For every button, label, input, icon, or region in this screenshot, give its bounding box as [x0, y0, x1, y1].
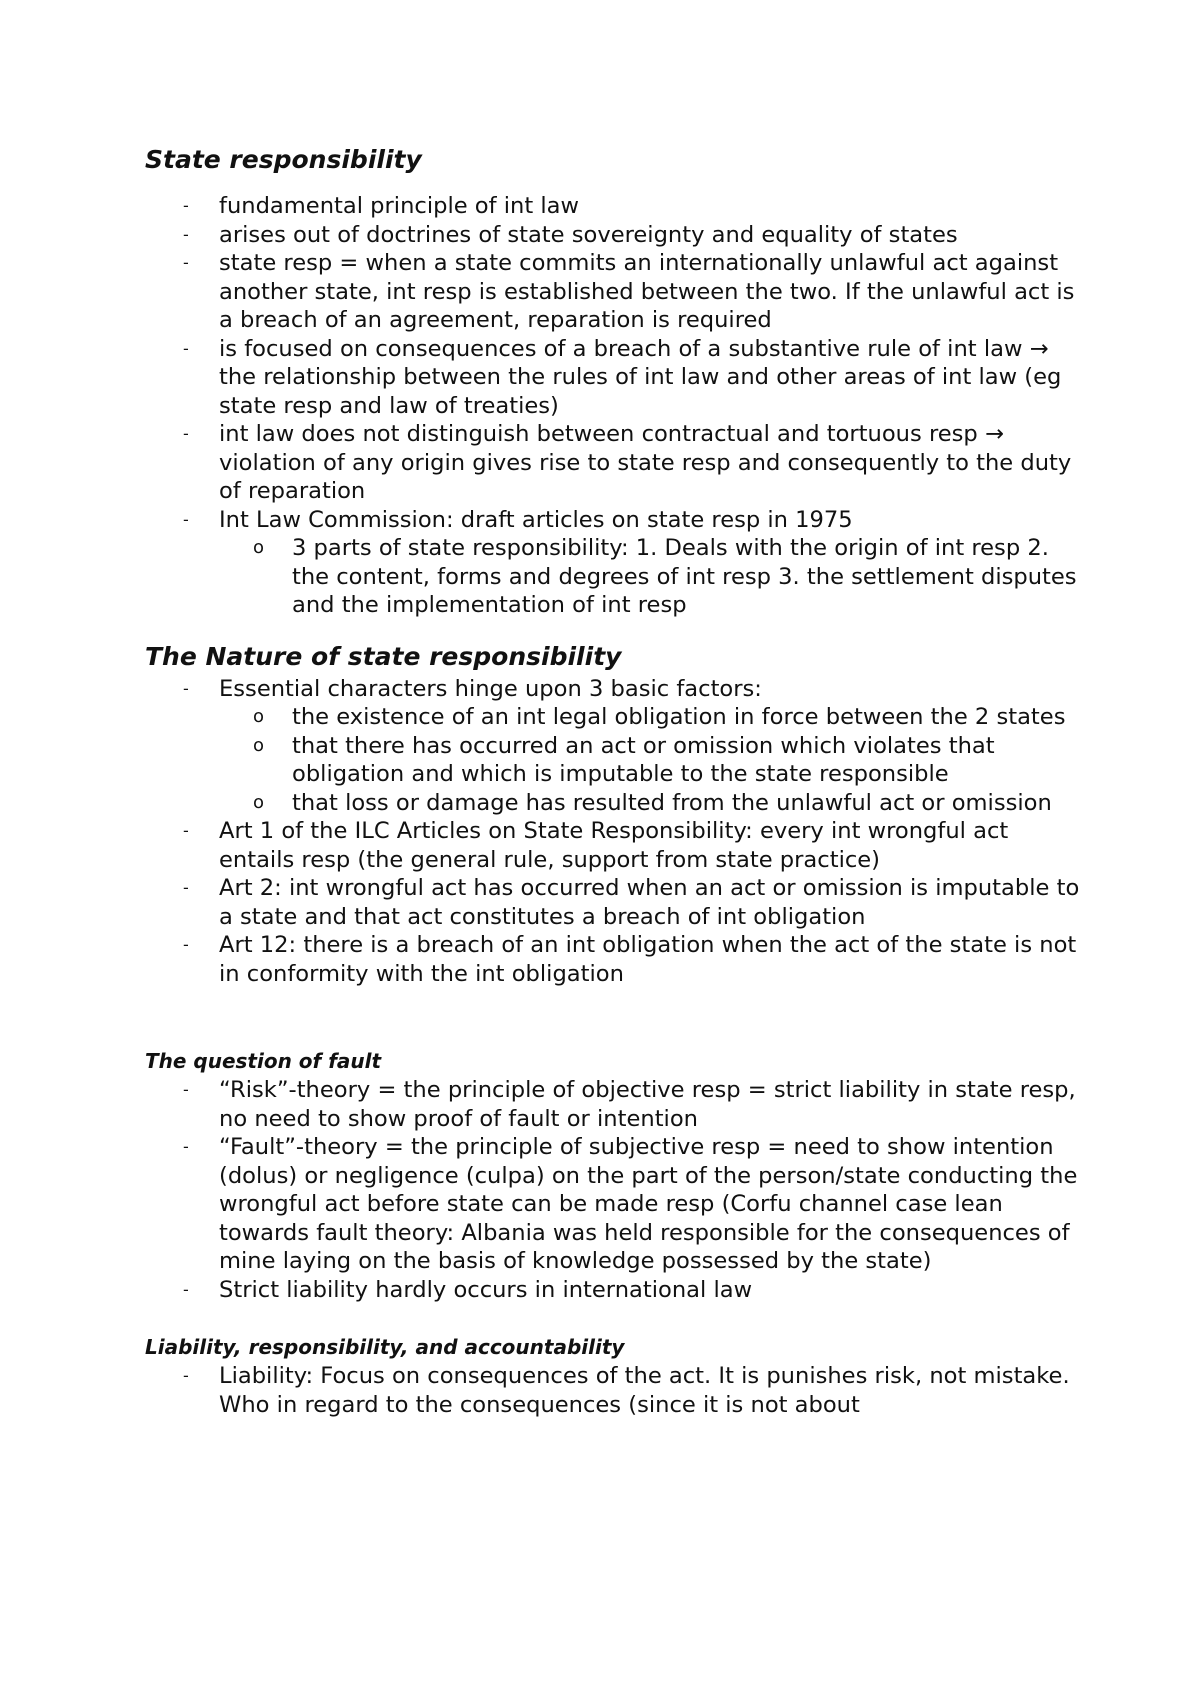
list-item — [145, 1276, 1085, 1305]
list-item-text: Art 1 of the ILC Articles on State Responsibility: every int wrongful act entails resp (the general rule, support from state practice) — [219, 818, 1009, 873]
list-item-text: state resp = when a state commits an internationally unlawful act against another state, int resp is established between the two. If the unlawful act is a breach of an agreement, reparation is required — [219, 250, 1075, 333]
circle-bullet: o — [253, 537, 265, 558]
sub-list-item-text: that there has occurred an act or omission which violates that obligation and which is imputable to the state responsible — [292, 732, 995, 787]
section-heading: The Nature of state responsibility — [145, 641, 622, 671]
sub-list-item — [145, 534, 1085, 620]
dash-bullet: - — [183, 678, 189, 698]
list-item — [145, 1133, 1085, 1276]
dash-bullet: - — [183, 1080, 189, 1099]
sub-list-item — [145, 789, 1085, 818]
list-item-text: arises out of doctrines of state sovereignty and equality of states — [219, 221, 958, 248]
list-item-text: Liability: Focus on consequences of the act. It is punishes risk, not mistake. Who in regard to the consequences (since it is not about — [219, 1363, 1070, 1418]
list-item-text: fundamental principle of int law — [219, 193, 579, 219]
sub-bullet-list — [219, 534, 1085, 620]
list-item — [145, 874, 1085, 931]
document-body — [145, 142, 1085, 1419]
sub-list-item-text: the existence of an int legal obligation in force between the 2 states — [292, 704, 1066, 730]
dash-bullet: - — [183, 935, 189, 954]
bullet-list — [145, 1076, 1085, 1304]
dash-bullet: - — [183, 1137, 189, 1156]
dash-bullet: - — [183, 821, 189, 840]
sub-list-item — [145, 703, 1085, 732]
sub-bullet-list — [219, 703, 1085, 817]
list-item-text: is focused on consequences of a breach of a substantive rule of int law → the relationship between the rules of int law and other areas of int law (eg state resp and law of treaties) — [219, 335, 1062, 419]
sub-list-item-text: 3 parts of state responsibility: 1. Deals with the origin of int resp 2. the content, forms and degrees of int resp 3. the settlement disputes and the implementation of int resp — [292, 535, 1077, 618]
list-item-text: Art 2: int wrongful act has occurred when an act or omission is imputable to a state and that act constitutes a breach of int obligation — [219, 875, 1080, 930]
list-item — [145, 221, 1085, 250]
dash-bullet: - — [183, 1279, 189, 1299]
sub-list-item-text: that loss or damage has resulted from the unlawful act or omission — [292, 789, 1052, 816]
dash-bullet: - — [183, 878, 189, 897]
dash-bullet: - — [183, 338, 189, 358]
section-heading: Liability, responsibility, and accountability — [145, 1335, 625, 1359]
list-item — [145, 506, 1085, 620]
list-item — [145, 335, 1085, 421]
bullet-list — [145, 675, 1085, 989]
list-item — [145, 1362, 1085, 1419]
circle-bullet: o — [253, 734, 265, 756]
list-item-text: Int Law Commission: draft articles on state resp in 1975 — [219, 506, 853, 533]
dash-bullet: - — [183, 224, 189, 244]
list-item-text: int law does not distinguish between contractual and tortuous resp → violation of any origin gives rise to state resp and consequently to the duty of reparation — [219, 421, 1072, 504]
circle-bullet: o — [253, 791, 265, 813]
dash-bullet: - — [183, 424, 189, 443]
section-heading: State responsibility — [145, 145, 422, 174]
circle-bullet: o — [253, 706, 265, 727]
list-item — [145, 420, 1085, 506]
dash-bullet: - — [183, 509, 189, 529]
section-heading: The question of fault — [145, 1049, 382, 1073]
bullet-list — [145, 192, 1085, 620]
dash-bullet: - — [183, 1366, 189, 1385]
bullet-list — [145, 1362, 1085, 1419]
list-item-text: Essential characters hinge upon 3 basic factors: — [219, 675, 762, 702]
list-item-text: Strict liability hardly occurs in international law — [219, 1276, 753, 1303]
list-item — [145, 249, 1085, 335]
list-item — [145, 1076, 1085, 1133]
list-item — [145, 675, 1085, 818]
list-item-text: “Fault”-theory = the principle of subjective resp = need to show intention (dolus) or negligence (culpa) on the part of the person/state conducting the wrongful act before state can be made resp (Corfu channel case lean towards fault theory: Albania was held responsible for the consequences of mine laying on the basis of knowledge possessed by the state) — [219, 1134, 1078, 1274]
list-item-text: Art 12: there is a breach of an int obligation when the act of the state is not in conformity with the int obligation — [219, 932, 1077, 987]
list-item — [145, 817, 1085, 874]
dash-bullet: - — [183, 253, 189, 272]
list-item-text: “Risk”-theory = the principle of objective resp = strict liability in state resp, no need to show proof of fault or intention — [219, 1077, 1076, 1132]
list-item — [145, 192, 1085, 221]
sub-list-item — [145, 732, 1085, 789]
list-item — [145, 931, 1085, 988]
dash-bullet: - — [183, 196, 189, 215]
